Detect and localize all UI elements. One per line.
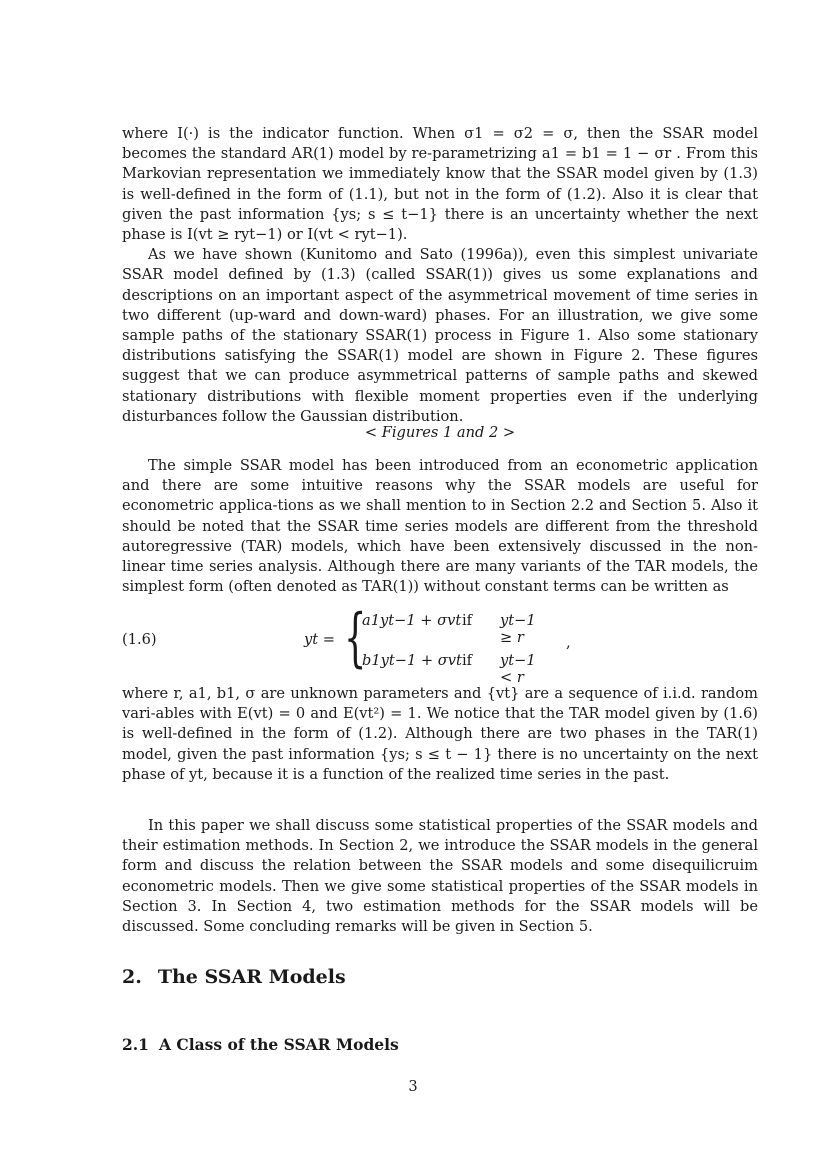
section-title: The SSAR Models xyxy=(157,966,346,988)
paragraph-text: where r, a1, b1, σ are unknown parameters and {vt} are a sequence of i.i.d. random vari-ables with E(vt) = 0 and E(vt²) = 1. We notice that the TAR model given by (1.6) is well-defined in the form of (1.2). Although there are two phases in the TAR(1) model, given the past information {ys; s ≤ t − 1} there is no uncertainty on the next phase of yt, because it is a function of the realized time series in the past. xyxy=(122,685,758,783)
subsection-heading xyxy=(122,1035,399,1054)
case-if: if xyxy=(462,652,473,669)
section-heading xyxy=(122,966,346,988)
paragraph-indicator-function xyxy=(122,124,758,427)
paragraph-tar-parameters xyxy=(122,684,758,785)
paragraph-text: As we have shown (Kunitomo and Sato (1996a)), even this simplest univariate SSAR model defined by (1.3) (called SSAR(1)) gives us some explanations and descriptions on an important aspect of the asymmetrical movement of time series in two different (up-ward and down-ward) phases. For an illustration, we give some sample paths of the stationary SSAR(1) process in Figure 1. Also some stationary distributions satisfying the SSAR(1) model are shown in Figure 2. These figures suggest that we can produce asymmetrical patterns of sample paths and skewed stationary distributions with flexible moment properties even if the underlying disturbances follow the Gaussian distribution. xyxy=(122,246,758,425)
case-condition: yt−1 < r xyxy=(500,652,536,686)
paragraph-paper-outline xyxy=(122,816,758,937)
case-expression: b1yt−1 + σvt xyxy=(362,652,462,669)
case-if: if xyxy=(462,612,473,629)
paragraph-text: In this paper we shall discuss some statistical properties of the SSAR models and their estimation methods. In Section 2, we introduce the SSAR models in the general form and discuss the relation between the SSAR models and some disequilicruim econometric models. Then we give some statistical properties of the SSAR models in Section 3. In Section 4, two estimation methods for the SSAR models will be discussed. Some concluding remarks will be given in Section 5. xyxy=(122,817,758,936)
section-number: 2. xyxy=(122,966,142,988)
subsection-title: A Class of the SSAR Models xyxy=(158,1035,399,1054)
paragraph-tar-intro xyxy=(122,456,758,597)
equation-case-2 xyxy=(362,652,536,686)
left-brace-symbol: { xyxy=(344,601,367,675)
equation-case-1 xyxy=(362,612,536,646)
figure-reference: < Figures 1 and 2 > xyxy=(364,424,516,441)
paragraph-text: The simple SSAR model has been introduced from an econometric application and there are some intuitive reasons why the SSAR models are useful for econometric applica-tions as we shall mention to in Section 2.2 and Section 5. Also it should be noted that the SSAR time series models are different from the threshold autoregressive (TAR) models, which have been extensively discussed in the non-linear time series analysis. Although there are many variants of the TAR models, the simplest form (often denoted as TAR(1)) without constant terms can be written as xyxy=(122,457,758,596)
case-expression: a1yt−1 + σvt xyxy=(362,612,462,629)
case-condition: yt−1 ≥ r xyxy=(500,612,536,646)
equation-trailing-comma: , xyxy=(566,634,571,651)
equation-1-6 xyxy=(122,601,758,686)
page-number: 3 xyxy=(408,1078,418,1095)
equation-number: (1.6) xyxy=(122,631,157,648)
subsection-number: 2.1 xyxy=(122,1035,149,1054)
paragraph-text: where I(·) is the indicator function. When σ1 = σ2 = σ, then the SSAR model becomes the standard AR(1) model by re-parametrizing a1 = b1 = 1 − σr . From this Markovian representation we immediately know that the SSAR model given by (1.3) is well-defined in the form of (1.1), but not in the form of (1.2). Also it is clear that given the past information {ys; s ≤ t−1} there is an uncertainty whether the next phase is I(vt ≥ ryt−1) or I(vt < ryt−1). xyxy=(122,125,758,244)
equation-lhs: yt = xyxy=(304,631,335,648)
